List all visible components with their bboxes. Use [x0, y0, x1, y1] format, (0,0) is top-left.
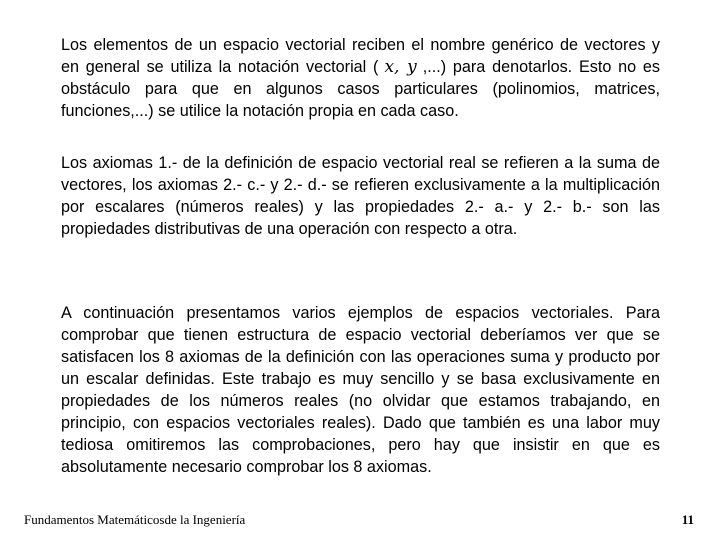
footer-title: Fundamentos Matemáticosde la Ingeniería [24, 512, 246, 527]
paragraph-axioms: Los axiomas 1.- de la definición de espacio vectorial real se refieren a la suma de vectores, los axiomas 2.- c.- y 2.- d.- se refieren exclusivamente a la multiplicación por escalares (números reales) y las propiedades 2.- a.- y 2.- b.- son las propiedades distributivas de una operación con respecto a otra. [61, 154, 660, 238]
page-number: 11 [681, 512, 694, 527]
paragraph-examples-intro: A continuación presentamos varios ejemplos de espacios vectoriales. Para comprobar que tienen estructura de espacio vectorial deberíamos ver que se satisfacen los 8 axiomas de la definición con las operaciones suma y producto por un escalar definidas. Este trabajo es muy sencillo y se basa exclusivamente en propiedades de los números reales (no olvidar que estamos trabajando, en principio, con espacios vectoriales reales). Dado que también es una labor muy tediosa omitiremos las comprobaciones, pero hay que insistir en que es absolutamente necesario comprobar los 8 axiomas. [61, 304, 660, 476]
paragraph-text-start: Los elementos de un espacio vectorial reciben el nombre genérico de vectores y en general se utiliza la notación vectorial ( [61, 36, 660, 76]
paragraph-vector-notation [61, 34, 660, 122]
vector-notation-math: x, y [384, 57, 417, 77]
paragraph-text-end: ,...) para denotarlos. Esto no es obstáculo para que en algunos casos particulares (polinomios, matrices, funciones,...) se utilice la notación propia en cada caso. [61, 58, 661, 120]
